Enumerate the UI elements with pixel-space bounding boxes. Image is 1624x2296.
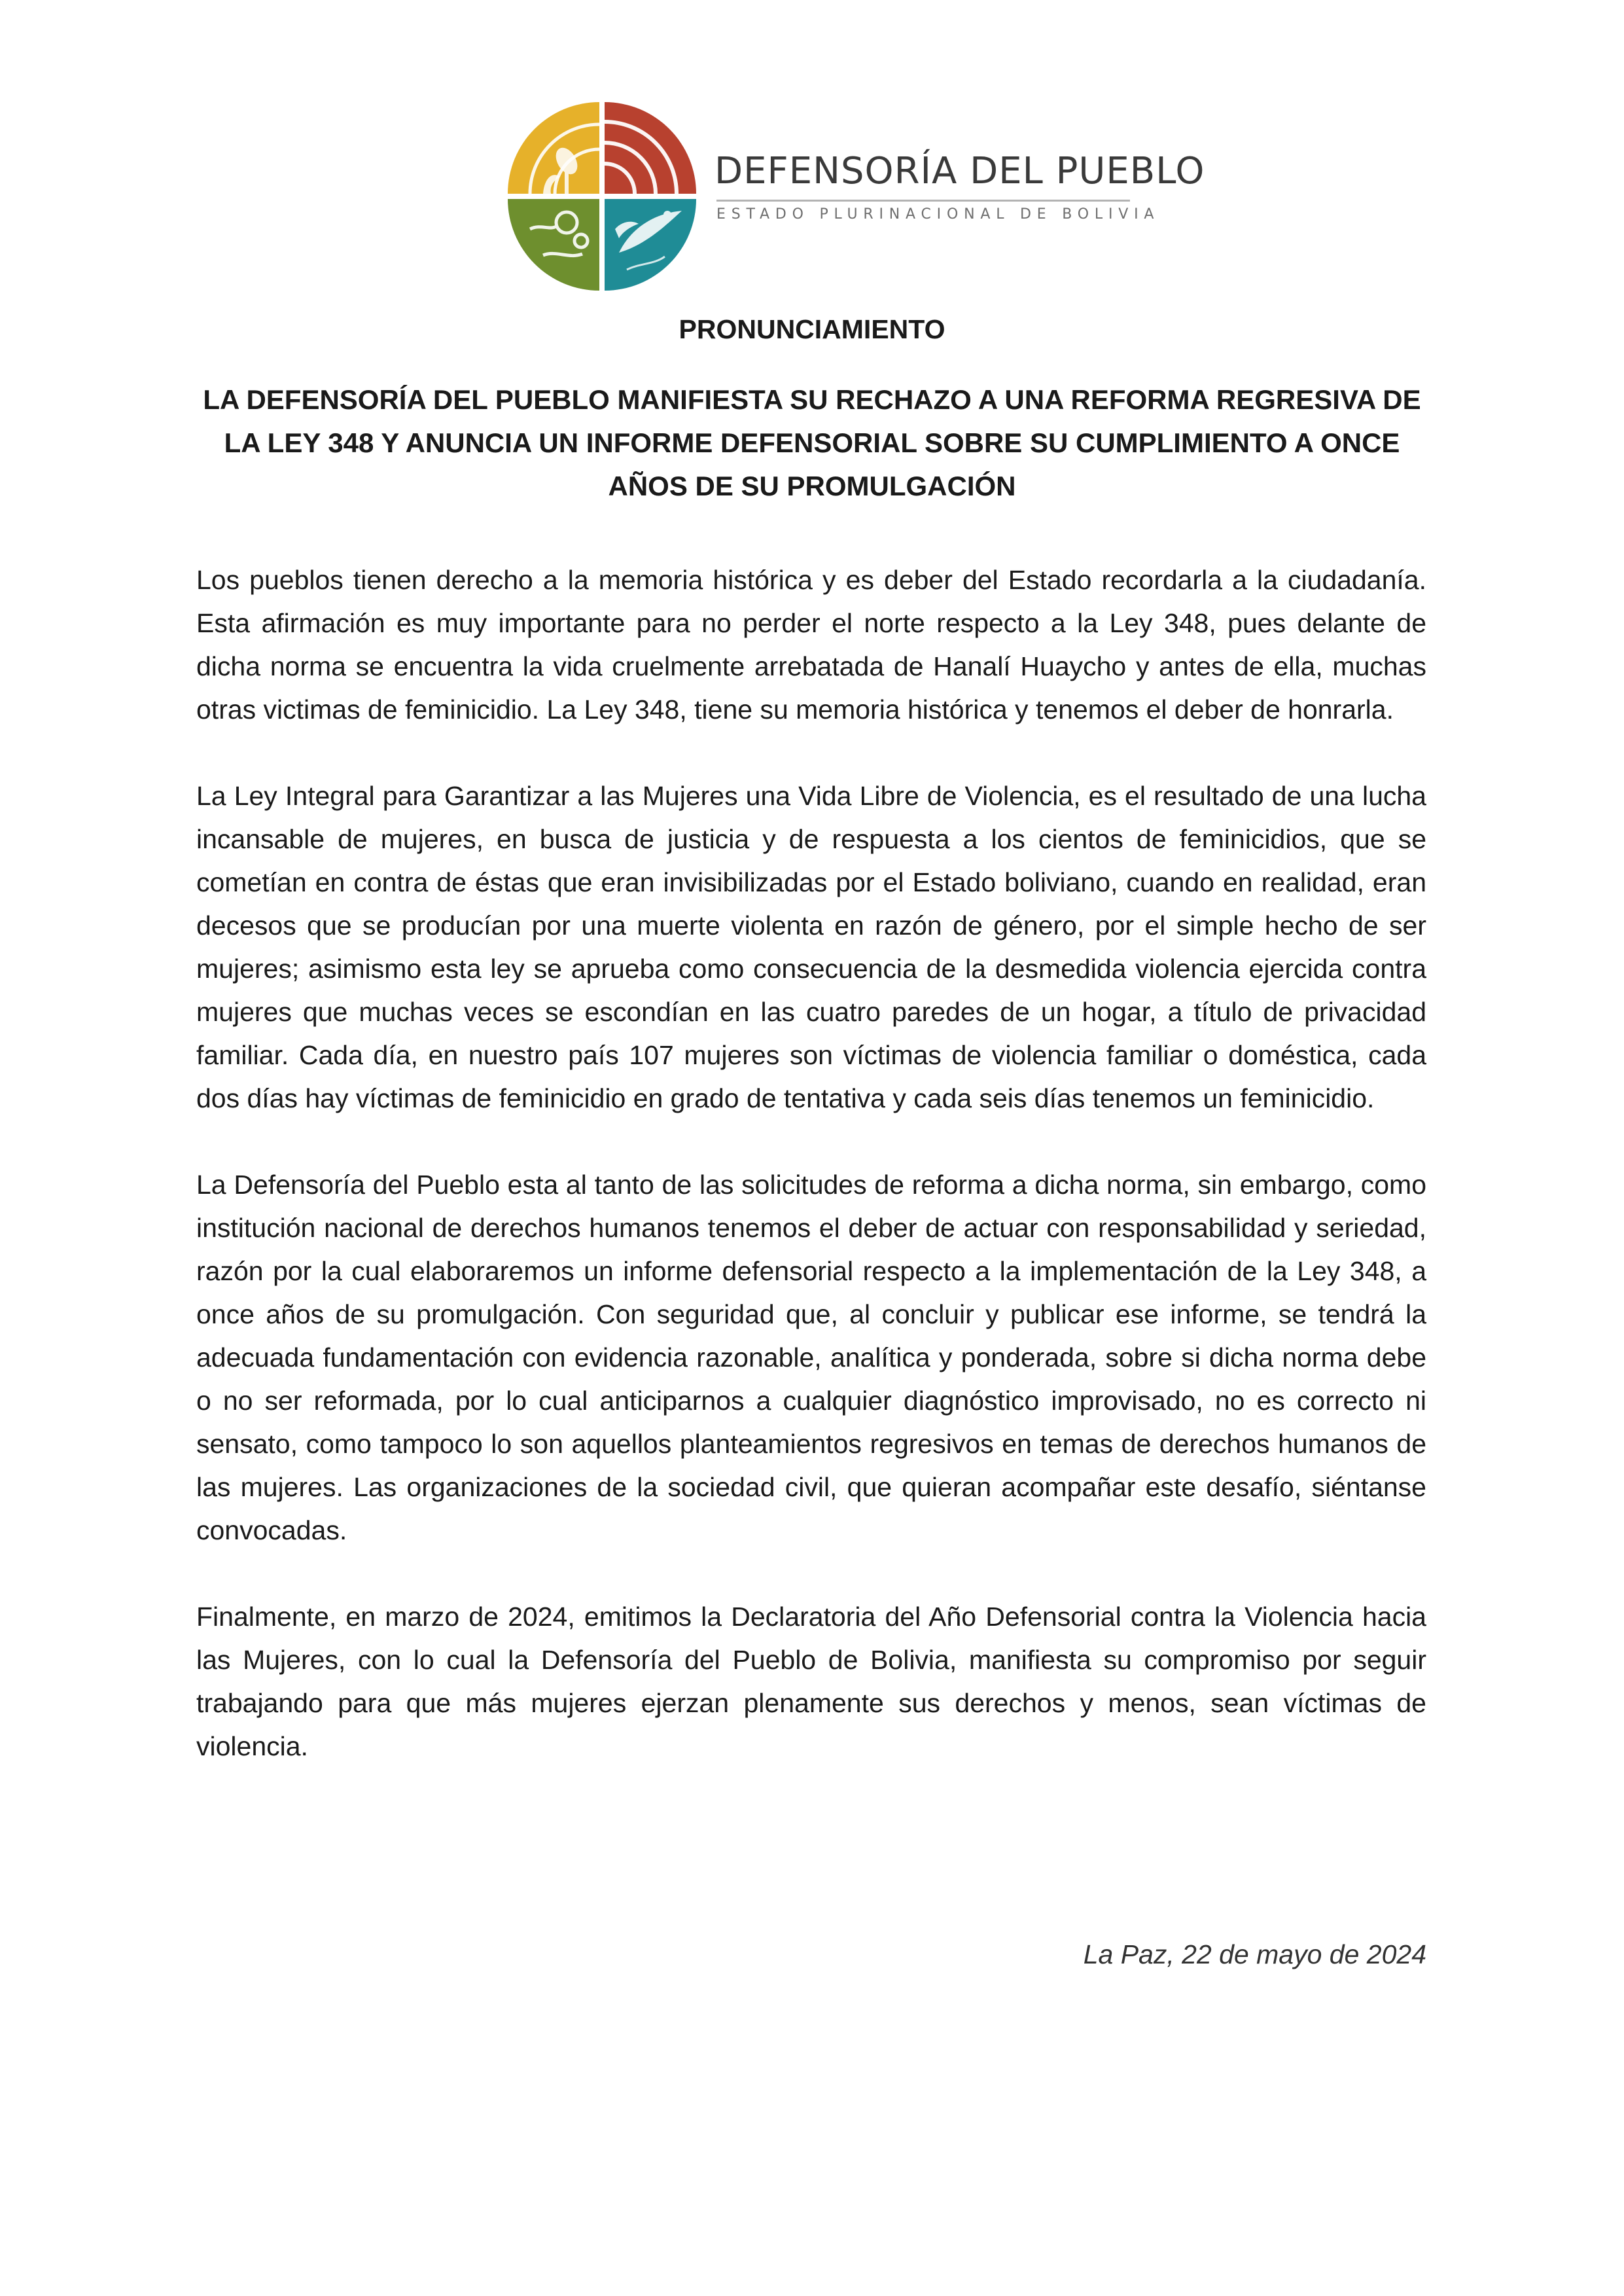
title-line: AÑOS DE SU PROMULGACIÓN — [608, 471, 1016, 501]
place-date: La Paz, 22 de mayo de 2024 — [1083, 1939, 1426, 1969]
letterhead — [504, 98, 1205, 295]
document-kind: PRONUNCIAMIENTO — [679, 314, 945, 344]
org-name: DEFENSORÍA DEL PUEBLO — [715, 150, 1205, 192]
title-line: LA DEFENSORÍA DEL PUEBLO MANIFIESTA SU RECHAZO A UNA REFORMA REGRESIVA DE — [203, 384, 1421, 415]
body-paragraph: Los pueblos tienen derecho a la memoria histórica y es deber del Estado recordarla a la ciudadanía. Esta afirmación es muy importante para no perder el norte respecto a la Ley 348, pues delante de dicha norma se encuentra la vida cruelmente arrebatada de Hanalí Huaycho y antes de ella, muchas otras victimas de feminicidio. La Ley 348, tiene su memoria histórica y tenemos el deber de honrarla. — [196, 565, 1426, 725]
emblem-quadrant-teal — [605, 199, 696, 291]
body-paragraph: La Defensoría del Pueblo esta al tanto de las solicitudes de reforma a dicha norma, sin embargo, como institución nacional de derechos humanos tenemos el deber de actuar con responsabilidad y seriedad, razón por la cual elaboraremos un informe defensorial respecto a la implementación de la Ley 348, a once años de su promulgación. Con seguridad que, al concluir y publicar ese informe, se tendrá la adecuada fundamentación con evidencia razonable, analítica y ponderada, sobre si dicha norma debe o no ser reformada, por lo cual anticiparnos a cualquier diagnóstico improvisado, no es correcto ni sensato, como tampoco lo son aquellos planteamientos regresivos en temas de derechos humanos de las mujeres. Las organizaciones de la sociedad civil, que quieran acompañar este desafío, siéntanse convocadas. — [196, 1170, 1426, 1545]
body-paragraph: Finalmente, en marzo de 2024, emitimos la Declaratoria del Año Defensorial contra la Violencia hacia las Mujeres, con lo cual la Defensoría del Pueblo de Bolivia, manifiesta su compromiso por seguir trabajando para que más mujeres ejerzan plenamente sus derechos y menos, sean víctimas de violencia. — [196, 1602, 1426, 1761]
document-body — [196, 558, 1426, 1811]
org-subtitle: ESTADO PLURINACIONAL DE BOLIVIA — [716, 206, 1160, 223]
body-paragraph: La Ley Integral para Garantizar a las Mujeres una Vida Libre de Violencia, es el resultado de una lucha incansable de mujeres, en busca de justicia y de respuesta a los cientos de feminicidios, que se cometían en contra de éstas que eran invisibilizadas por el Estado boliviano, cuando en realidad, eran decesos que se producían por una muerte violenta en razón de género, por el simple hecho de ser mujeres; asimismo esta ley se aprueba como consecuencia de la desmedida violencia ejercida contra mujeres que muchas veces se escondían en las cuatro paredes de un hogar, a título de privacidad familiar. Cada día, en nuestro país 107 mujeres son víctimas de violencia familiar o doméstica, cada dos días hay víctimas de feminicidio en grado de tentativa y cada seis días tenemos un feminicidio. — [196, 781, 1426, 1113]
title-line: LA LEY 348 Y ANUNCIA UN INFORME DEFENSORIAL SOBRE SU CUMPLIMIENTO A ONCE — [224, 427, 1400, 458]
defensoria-emblem-icon — [504, 98, 700, 295]
org-name-divider — [716, 200, 1130, 202]
document-title — [196, 378, 1428, 508]
emblem-quadrant-green — [508, 199, 599, 291]
emblem-quadrant-yellow — [508, 102, 599, 194]
emblem-quadrant-red — [605, 102, 696, 194]
